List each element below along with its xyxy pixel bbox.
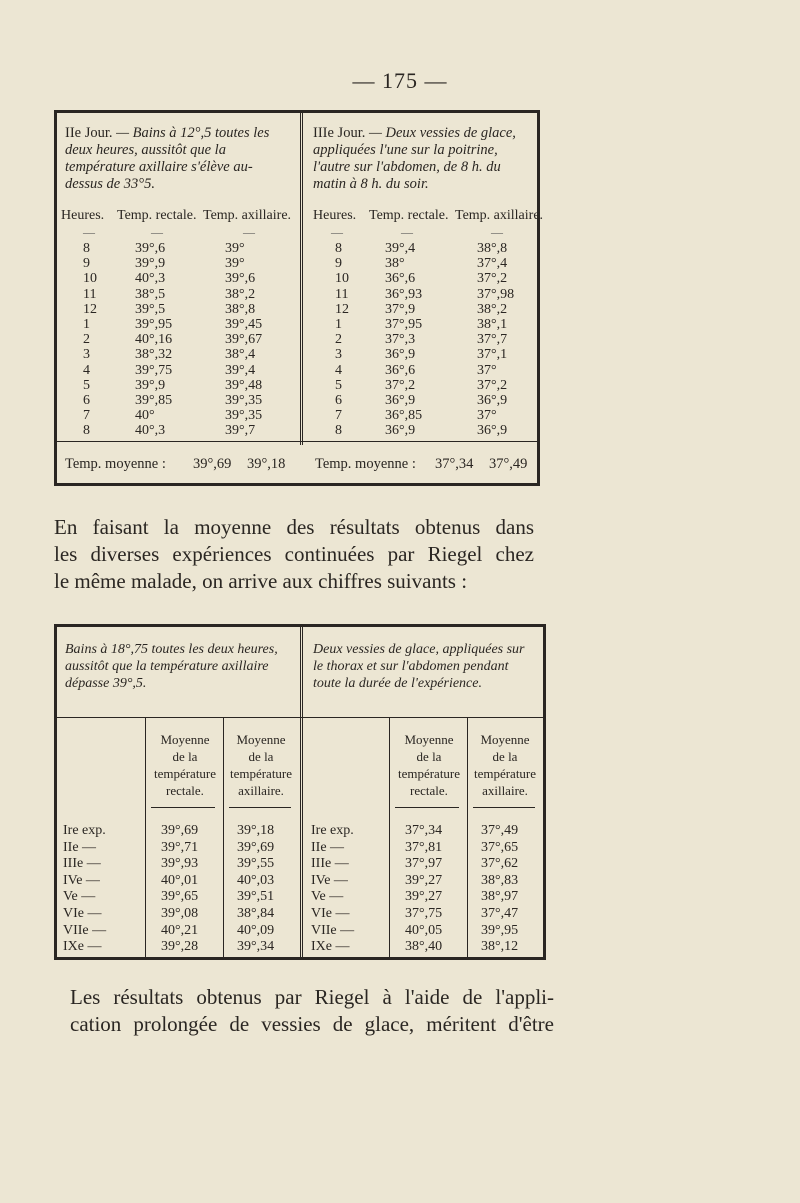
axillary-temp-cell: 37°,7 [477, 332, 508, 348]
rectal-mean-cell: 40°,05 [405, 922, 443, 938]
table-row [57, 363, 297, 378]
day-2-description: — Bains à 12°,5 toutes les deux heures, aussitôt que la température axillaire s'élève au-dessus de 33°5. [65, 125, 270, 192]
day-3-title [313, 125, 531, 193]
experiment-cell: IIIe — [311, 856, 349, 872]
experiment-cell: IIIe — [63, 856, 101, 872]
rectal-temp-cell: 39°,95 [135, 316, 173, 332]
axillary-temp-cell: 39°,45 [225, 316, 263, 332]
experiment-cell: IXe — [311, 939, 350, 955]
experiment-cell: IVe — [63, 872, 100, 888]
table-row [305, 840, 543, 857]
paragraph-line: cation prolongée de vessies de glace, méritent d'être [70, 1012, 554, 1036]
hour-cell: 2 [83, 332, 90, 348]
dash: — [331, 225, 343, 239]
axillary-temp-cell: 36°,9 [477, 423, 508, 439]
header-line: de la [416, 749, 442, 764]
axillary-temp-cell: 39°,48 [225, 377, 263, 393]
sub-rule [473, 807, 535, 808]
table-row [57, 332, 297, 347]
paragraph-line: En faisant la moyenne des résultats obtenus dans [54, 515, 534, 539]
experiment-cell: Ve — [63, 889, 96, 905]
axillary-temp-cell: 38°,4 [225, 347, 256, 363]
page-number: — 175 — [352, 68, 448, 93]
axillary-mean-cell: 39°,51 [237, 889, 275, 905]
rectal-temp-cell: 36°,85 [385, 408, 423, 424]
table-row [305, 856, 543, 873]
day-3-mean-rectal: 37°,34 [435, 456, 474, 472]
axillary-temp-cell: 39°,35 [225, 408, 263, 424]
axillary-temp-cell: 39° [225, 241, 245, 256]
axillary-temp-cell: 37° [477, 408, 497, 424]
baths-rows [57, 823, 298, 956]
hour-cell: 11 [83, 286, 97, 302]
table-row [57, 923, 298, 940]
header-line: axillaire. [238, 783, 284, 798]
paragraph-conclusion [70, 984, 554, 1038]
baths-rectal-header [147, 731, 223, 799]
hour-cell: 7 [83, 408, 90, 424]
table-row [305, 256, 539, 271]
rectal-mean-cell: 39°,65 [161, 889, 199, 905]
dash: — [401, 225, 413, 239]
header-line: température [397, 766, 461, 781]
hour-cell: 9 [335, 256, 342, 272]
paragraph-line: le même malade, on arrive aux chiffres suivants : [54, 569, 468, 593]
experiment-cell: IIe — [311, 839, 345, 855]
hour-cell: 10 [335, 271, 349, 287]
axillary-temp-cell: 38°,8 [225, 301, 256, 317]
header-line: Moyenne [480, 732, 530, 747]
rectal-mean-cell: 40°,21 [161, 922, 199, 938]
hour-cell: 5 [83, 377, 90, 393]
rectal-mean-cell: 37°,97 [405, 856, 443, 872]
header-rectal: Temp. rectale. [369, 208, 449, 223]
hour-cell: 8 [335, 423, 342, 439]
table-row [305, 873, 543, 890]
axillary-temp-cell: 39°,67 [225, 332, 263, 348]
sub-rule [229, 807, 291, 808]
hour-cell: 6 [335, 392, 342, 408]
rectal-temp-cell: 38° [385, 256, 405, 272]
day-3-description: — Deux vessies de glace, appliquées l'une sur la poitrine, l'autre sur l'abdomen, de 8 h. du matin à 8 h. du soir. [313, 125, 516, 192]
hour-cell: 12 [335, 301, 349, 317]
sub-rule [395, 807, 459, 808]
table-row [57, 271, 297, 286]
table-row [305, 332, 539, 347]
hour-cell: 12 [83, 301, 97, 317]
table-row [57, 317, 297, 332]
dash: — [243, 225, 255, 239]
ice-rectal-header [391, 731, 467, 799]
axillary-temp-cell: 39°,4 [225, 362, 256, 378]
axillary-mean-cell: 38°,12 [481, 939, 519, 955]
sub-rule [151, 807, 215, 808]
axillary-temp-cell: 39°,7 [225, 423, 256, 439]
axillary-temp-cell: 37°,1 [477, 347, 508, 363]
hour-cell: 11 [335, 286, 349, 302]
paragraph-intro [54, 514, 534, 595]
hour-cell: 5 [335, 377, 342, 393]
hour-cell: 4 [83, 362, 90, 378]
table-row [57, 302, 297, 317]
table-row [57, 856, 298, 873]
baths-axillary-header [225, 731, 297, 799]
day-2-mean-rectal: 39°,69 [193, 456, 232, 472]
rectal-temp-cell: 36°,9 [385, 347, 416, 363]
experiment-cell: VIe — [311, 905, 350, 921]
hour-cell: 8 [83, 241, 90, 256]
table-row [57, 873, 298, 890]
hour-cell: 10 [83, 271, 97, 287]
axillary-mean-cell: 40°,09 [237, 922, 275, 938]
table-row [57, 423, 297, 438]
hour-cell: 1 [335, 316, 342, 332]
dash: — [83, 225, 95, 239]
table-row [57, 393, 297, 408]
rectal-mean-cell: 39°,69 [161, 823, 199, 838]
mean-rule [57, 441, 537, 442]
experiment-cell: Ire exp. [311, 823, 354, 838]
baths-title: Bains à 18°,75 toutes les deux heures, aussitôt que la température axillaire dépasse 39°,5. [65, 642, 278, 691]
header-line: de la [172, 749, 198, 764]
hour-cell: 3 [83, 347, 90, 363]
axillary-mean-cell: 39°,69 [237, 839, 275, 855]
rectal-temp-cell: 39°,85 [135, 392, 173, 408]
table-row [305, 393, 539, 408]
rectal-temp-cell: 39°,9 [135, 377, 166, 393]
axillary-mean-cell: 38°,97 [481, 889, 519, 905]
rectal-temp-cell: 37°,2 [385, 377, 416, 393]
paragraph-line: Les résultats obtenus par Riegel à l'aide de l'appli- [70, 985, 554, 1009]
ice-axillary-header [469, 731, 541, 799]
rectal-mean-cell: 37°,75 [405, 905, 443, 921]
hour-cell: 7 [335, 408, 342, 424]
column-divider [300, 627, 303, 957]
header-line: rectale. [166, 783, 204, 798]
table-row [57, 906, 298, 923]
experiment-averages-table [54, 624, 546, 960]
axillary-temp-cell: 36°,9 [477, 392, 508, 408]
rectal-temp-cell: 40°,3 [135, 423, 166, 439]
rectal-temp-cell: 40°,16 [135, 332, 173, 348]
rectal-temp-cell: 39°,6 [135, 241, 166, 256]
header-line: axillaire. [482, 783, 528, 798]
axillary-temp-cell: 39° [225, 256, 245, 272]
table-row [57, 840, 298, 857]
table-row [305, 889, 543, 906]
header-line: rectale. [410, 783, 448, 798]
day-3-label: IIIe Jour. [313, 125, 366, 141]
header-line: Moyenne [404, 732, 454, 747]
rectal-temp-cell: 40° [135, 408, 155, 424]
experiment-cell: VIe — [63, 905, 102, 921]
experiment-cell: VIIe — [311, 922, 355, 938]
experiment-cell: VIIe — [63, 922, 107, 938]
table-row [305, 906, 543, 923]
axillary-mean-cell: 38°,84 [237, 905, 275, 921]
hour-cell: 8 [83, 423, 90, 439]
table-row [305, 408, 539, 423]
day-3-rows [305, 241, 539, 438]
rectal-temp-cell: 36°,9 [385, 423, 416, 439]
header-rectal: Temp. rectale. [117, 208, 197, 223]
axillary-mean-cell: 40°,03 [237, 872, 275, 888]
day-2-rows [57, 241, 297, 438]
rectal-temp-cell: 36°,6 [385, 271, 416, 287]
day-2-mean-label: Temp. moyenne : [65, 456, 166, 472]
axillary-mean-cell: 39°,95 [481, 922, 519, 938]
ice-panel [305, 627, 543, 957]
rectal-mean-cell: 37°,81 [405, 839, 443, 855]
header-line: Moyenne [236, 732, 286, 747]
day-3-mean-label: Temp. moyenne : [315, 456, 416, 472]
day-2-label: IIe Jour. [65, 125, 113, 141]
header-line: de la [248, 749, 274, 764]
table-row [305, 923, 543, 940]
axillary-temp-cell: 37°,4 [477, 256, 508, 272]
rectal-mean-cell: 39°,27 [405, 889, 443, 905]
rectal-temp-cell: 36°,9 [385, 392, 416, 408]
rectal-temp-cell: 38°,5 [135, 286, 166, 302]
table-row [57, 889, 298, 906]
rectal-temp-cell: 39°,9 [135, 256, 166, 272]
axillary-temp-cell: 38°,2 [225, 286, 256, 302]
header-hours: Heures. [61, 208, 105, 223]
table-row [57, 256, 297, 271]
rectal-temp-cell: 36°,6 [385, 362, 416, 378]
hour-cell: 1 [83, 316, 90, 332]
axillary-mean-cell: 37°,62 [481, 856, 519, 872]
day-2-mean-axillary: 39°,18 [247, 456, 286, 472]
axillary-temp-cell: 37°,2 [477, 271, 508, 287]
hour-cell: 3 [335, 347, 342, 363]
axillary-temp-cell: 38°,8 [477, 241, 508, 256]
column-divider [300, 113, 303, 445]
experiment-cell: IIe — [63, 839, 97, 855]
axillary-mean-cell: 37°,49 [481, 823, 519, 838]
table-row [57, 347, 297, 362]
table-row [305, 241, 539, 256]
hour-cell: 6 [83, 392, 90, 408]
ice-title: Deux vessies de glace, appliquées sur le thorax et sur l'abdomen pendant toute la durée de l'expérience. [313, 642, 525, 691]
table-row [305, 363, 539, 378]
experiment-cell: Ire exp. [63, 823, 106, 838]
ice-rows [305, 823, 543, 956]
rectal-temp-cell: 38°,32 [135, 347, 173, 363]
table-row [57, 823, 298, 840]
axillary-temp-cell: 38°,2 [477, 301, 508, 317]
axillary-mean-cell: 37°,65 [481, 839, 519, 855]
axillary-mean-cell: 38°,83 [481, 872, 519, 888]
experiment-cell: IXe — [63, 939, 102, 955]
rectal-temp-cell: 37°,3 [385, 332, 416, 348]
axillary-mean-cell: 39°,34 [237, 939, 275, 955]
rectal-temp-cell: 40°,3 [135, 271, 166, 287]
rectal-temp-cell: 39°,5 [135, 301, 166, 317]
rectal-mean-cell: 38°,40 [405, 939, 443, 955]
day-3-mean-axillary: 37°,49 [489, 456, 528, 472]
rectal-temp-cell: 39°,4 [385, 241, 416, 256]
table-row [57, 378, 297, 393]
table-row [305, 423, 539, 438]
table-row [305, 378, 539, 393]
table-row [57, 408, 297, 423]
header-line: température [473, 766, 537, 781]
rectal-mean-cell: 39°,08 [161, 905, 199, 921]
rectal-mean-cell: 39°,27 [405, 872, 443, 888]
baths-panel [57, 627, 298, 957]
paragraph-line: les diverses expériences continuées par Riegel chez [54, 542, 534, 566]
header-axillary: Temp. axillaire. [455, 208, 544, 223]
experiment-cell: Ve — [311, 889, 344, 905]
table-row [57, 287, 297, 302]
header-axillary: Temp. axillaire. [203, 208, 292, 223]
table-row [305, 302, 539, 317]
daily-temperature-table [54, 110, 544, 486]
hour-cell: 4 [335, 362, 342, 378]
dash: — [491, 225, 503, 239]
day-2-title [65, 125, 289, 193]
dash: — [151, 225, 163, 239]
axillary-mean-cell: 39°,18 [237, 823, 275, 838]
table-row [305, 347, 539, 362]
header-line: Moyenne [160, 732, 210, 747]
hour-cell: 9 [83, 256, 90, 272]
table-row [305, 823, 543, 840]
header-line: de la [492, 749, 518, 764]
axillary-temp-cell: 38°,1 [477, 316, 508, 332]
rectal-mean-cell: 37°,34 [405, 823, 443, 838]
axillary-temp-cell: 39°,35 [225, 392, 263, 408]
rectal-temp-cell: 39°,75 [135, 362, 173, 378]
rectal-mean-cell: 39°,93 [161, 856, 199, 872]
table-row [57, 241, 297, 256]
axillary-temp-cell: 37°,98 [477, 286, 515, 302]
header-line: température [229, 766, 293, 781]
hour-cell: 8 [335, 241, 342, 256]
experiment-cell: IVe — [311, 872, 348, 888]
table-row [305, 939, 543, 956]
rectal-temp-cell: 36°,93 [385, 286, 423, 302]
rectal-mean-cell: 40°,01 [161, 872, 199, 888]
axillary-mean-cell: 39°,55 [237, 856, 275, 872]
table-row [57, 939, 298, 956]
rectal-mean-cell: 39°,71 [161, 839, 199, 855]
axillary-temp-cell: 37° [477, 362, 497, 378]
table-row [305, 317, 539, 332]
table-row [305, 287, 539, 302]
axillary-mean-cell: 37°,47 [481, 905, 519, 921]
rectal-temp-cell: 37°,9 [385, 301, 416, 317]
header-line: température [153, 766, 217, 781]
rectal-temp-cell: 37°,95 [385, 316, 423, 332]
axillary-temp-cell: 39°,6 [225, 271, 256, 287]
rectal-mean-cell: 39°,28 [161, 939, 199, 955]
table-row [305, 271, 539, 286]
axillary-temp-cell: 37°,2 [477, 377, 508, 393]
header-hours: Heures. [313, 208, 357, 223]
hour-cell: 2 [335, 332, 342, 348]
